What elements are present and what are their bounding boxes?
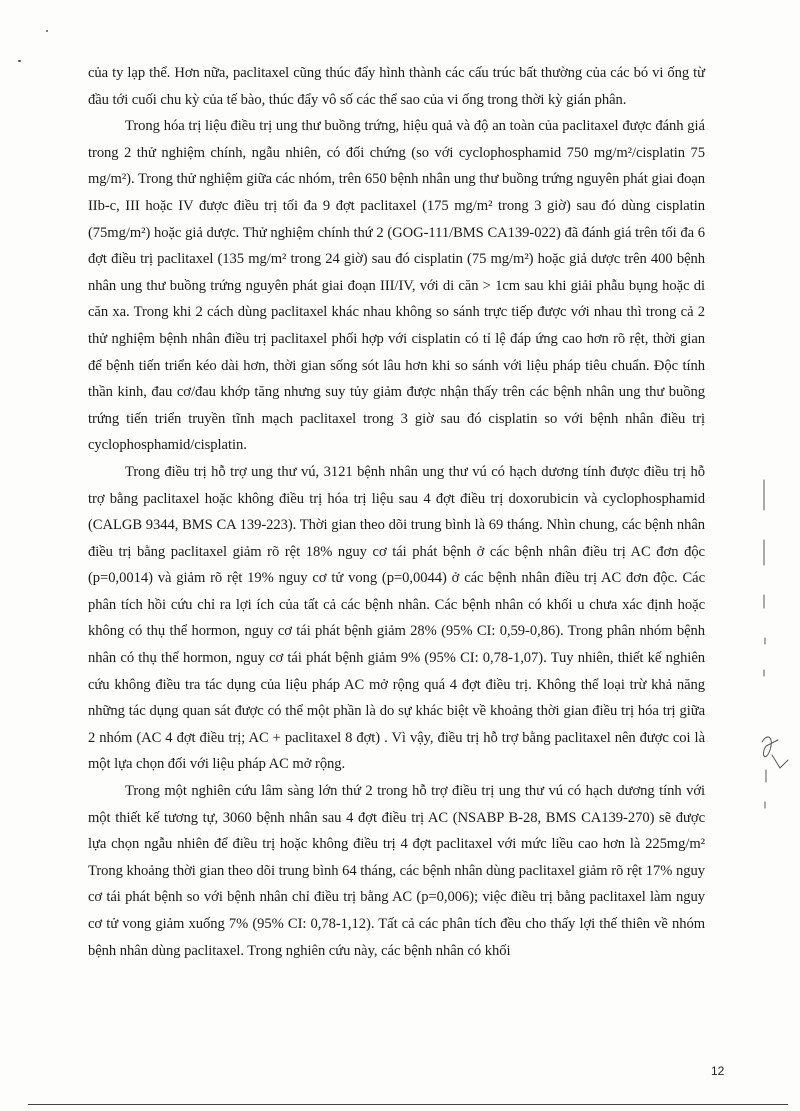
document-body: [88, 60, 705, 964]
paragraph-3: Trong điều trị hỗ trợ ung thư vú, 3121 bệnh nhân ung thư vú có hạch dương tính được điều trị hỗ trợ bằng paclitaxel hoặc không điều trị hóa trị liệu sau 4 đợt điều trị doxorubicin và cyclophosphamid (CALGB 9344, BMS CA 139-223). Thời gian theo dõi trung bình là 69 tháng. Nhìn chung, các bệnh nhân điều trị bằng paclitaxel giảm rõ rệt 18% nguy cơ tái phát bệnh ở các bệnh nhân điều trị AC đơn độc (p=0,0014) và giảm rõ rệt 19% nguy cơ tử vong (p=0,0044) ở các bệnh nhân điều trị AC đơn độc. Các phân tích hồi cứu chỉ ra lợi ích của tất cả các bệnh nhân. Các bệnh nhân có khối u chưa xác định hoặc không có thụ thể hormon, nguy cơ tái phát bệnh giảm 28% (95% CI: 0,59-0,86). Trong phân nhóm bệnh nhân có thụ thể hormon, nguy cơ tái phát bệnh giảm 9% (95% CI: 0,78-1,07). Tuy nhiên, thiết kế nghiên cứu không điều tra tác dụng của liệu pháp AC mở rộng quá 4 đợt điều trị. Không thể loại trừ khả năng những tác dụng quan sát được có thể một phần là do sự khác biệt về khoảng thời gian điều trị hóa trị giữa 2 nhóm (AC 4 đợt điều trị; AC + paclitaxel 8 đợt) . Vì vậy, điều trị hỗ trợ bằng paclitaxel nên được coi là một lựa chọn đối với liệu pháp AC mở rộng.: [88, 463, 705, 773]
bottom-rule: [28, 1104, 788, 1105]
scan-speck: [18, 60, 21, 62]
paragraph-4: Trong một nghiên cứu lâm sàng lớn thứ 2 trong hỗ trợ điều trị ung thư vú có hạch dương tính với một thiết kế tương tự, 3060 bệnh nhân sau 4 đợt điều trị AC (NSABP B-28, BMS CA139-270) sẽ được lựa chọn ngẫu nhiên để điều trị hoặc không điều trị 4 đợt paclitaxel với mức liều cao hơn là 225mg/m² Trong khoảng thời gian theo dõi trung bình 64 tháng, các bệnh nhân dùng paclitaxel giảm rõ rệt 17% nguy cơ tái phát bệnh so với bệnh nhân chỉ điều trị bằng AC (p=0,006); việc điều trị bằng paclitaxel làm nguy cơ tử vong giảm xuống 7% (95% CI: 0,78-1,12). Tất cả các phân tích đều cho thấy lợi thế thiên về nhóm bệnh nhân dùng paclitaxel. Trong nghiên cứu này, các bệnh nhân có khối: [88, 783, 705, 959]
scan-speck: [46, 30, 48, 32]
page-number: 12: [711, 1064, 725, 1078]
paragraph-1: của ty lạp thể. Hơn nữa, paclitaxel cũng thúc đẩy hình thành các cấu trúc bất thường của các bó vi ống từ đầu tới cuối chu kỳ của tế bào, thúc đẩy vô số các thể sao của vi ống trong thời kỳ gián phân.: [88, 65, 705, 108]
margin-handwritten-marks: [752, 470, 792, 830]
paragraph-2: Trong hóa trị liệu điều trị ung thư buồng trứng, hiệu quả và độ an toàn của paclitaxel được đánh giá trong 2 thử nghiệm chính, ngẫu nhiên, có đối chứng (so với cyclophosphamid 750 mg/m²/cisplatin 75 mg/m²). Trong thử nghiệm giữa các nhóm, trên 650 bệnh nhân ung thư buồng trứng nguyên phát giai đoạn IIb-c, III hoặc IV được điều trị tối đa 9 đợt paclitaxel (175 mg/m² trong 3 giờ) sau đó dùng cisplatin (75mg/m²) hoặc giả dược. Thử nghiệm chính thứ 2 (GOG-111/BMS CA139-022) đã đánh giá trên tối đa 6 đợt điều trị paclitaxel (135 mg/m² trong 24 giờ) sau đó cisplatin (75 mg/m²) hoặc giả dược trên 400 bệnh nhân ung thư buồng trứng nguyên phát giai đoạn III/IV, với di căn > 1cm sau khi giải phẫu bụng hoặc di căn xa. Trong khi 2 cách dùng paclitaxel khác nhau không so sánh trực tiếp được với nhau thì trong cả 2 thử nghiệm bệnh nhân điều trị paclitaxel phối hợp với cisplatin có tỉ lệ đáp ứng cao hơn rõ rệt, thời gian để bệnh tiến triển kéo dài hơn, thời gian sống sót lâu hơn khi so sánh với liệu pháp tiêu chuẩn. Độc tính thần kinh, đau cơ/đau khớp tăng nhưng suy tủy giảm được nhận thấy trên các bệnh nhân ung thư buồng trứng tiến triển truyền tĩnh mạch paclitaxel trong 3 giờ sau đó cisplatin so với bệnh nhân điều trị cyclophosphamid/cisplatin.: [88, 118, 705, 454]
